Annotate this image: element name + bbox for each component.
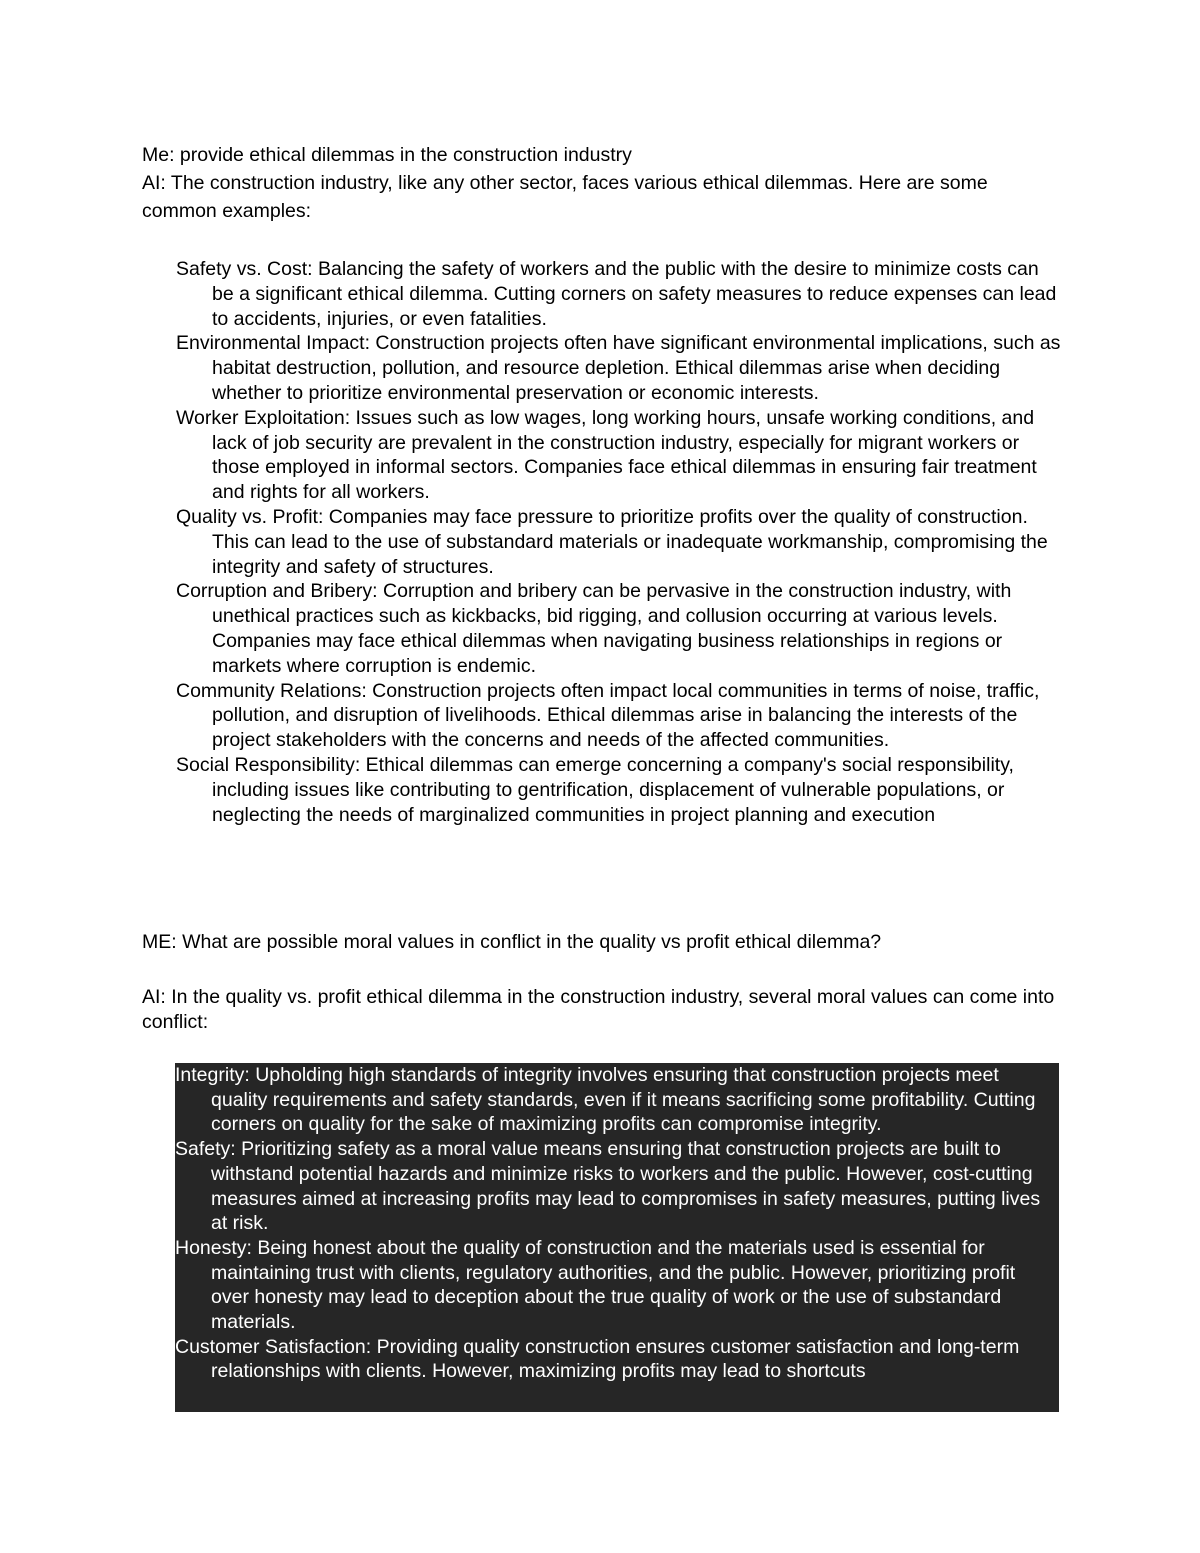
list-item: Customer Satisfaction: Providing quality construction ensures customer satisfaction and long-term relationships with clients. However, maximizing profits may lead to shortcuts — [175, 1335, 1020, 1383]
list-item: Social Responsibility: Ethical dilemmas can emerge concerning a company's social responsibility, including issues like contributing to gentrification, displacement of vulnerable populations, or neglecting the needs of marginalized communities in project planning and execution — [176, 753, 1014, 826]
list-item: Honesty: Being honest about the quality of construction and the materials used is essential for maintaining trust with clients, regulatory authorities, and the public. However, prioritizing profit over honesty may lead to deception about the true quality of work or the use of substandard materials. — [175, 1236, 1016, 1334]
list-item: Quality vs. Profit: Companies may face pressure to prioritize profits over the quality of construction. This can lead to the use of substandard materials or inadequate workmanship, compromising the integrity and safety of structures. — [176, 505, 1048, 578]
list-item: Safety: Prioritizing safety as a moral value means ensuring that construction projects are built to withstand potential hazards and minimize risks to workers and the public. However, cost-cutting measures aimed at increasing profits may lead to compromises in safety measures, putting lives at risk. — [175, 1138, 1041, 1235]
moral-values-list — [175, 1063, 1059, 1384]
list-item: Worker Exploitation: Issues such as low wages, long working hours, unsafe working conditions, and lack of job security are prevalent in the construction industry, especially for migrant workers or those employed in informal sectors. Companies face ethical dilemmas in ensuring fair treatment and rights for all workers. — [176, 406, 1037, 504]
highlighted-moral-values-block — [175, 1063, 1059, 1412]
ai-response-1-intro: AI: The construction industry, like any other sector, faces various ethical dilemmas. Here are some common examples: — [142, 172, 988, 222]
list-item: Environmental Impact: Construction projects often have significant environmental implications, such as habitat destruction, pollution, and resource depletion. Ethical dilemmas arise when deciding whether to prioritize environmental preservation or economic interests. — [176, 332, 1061, 404]
ai-response-2-intro: AI: In the quality vs. profit ethical dilemma in the construction industry, several moral values can come into conflict: — [142, 986, 1055, 1033]
user-prompt-1: Me: provide ethical dilemmas in the construction industry — [142, 144, 632, 166]
list-item: Safety vs. Cost: Balancing the safety of workers and the public with the desire to minimize costs can be a significant ethical dilemma. Cutting corners on safety measures to reduce expenses can lead to accidents, injuries, or even fatalities. — [176, 258, 1057, 330]
list-item: Integrity: Upholding high standards of integrity involves ensuring that construction projects meet quality requirements and safety standards, even if it means sacrificing some profitability. Cutting corners on quality for the sake of maximizing profits can compromise integrity. — [175, 1064, 1036, 1136]
user-prompt-2: ME: What are possible moral values in conflict in the quality vs profit ethical dilemma? — [142, 931, 882, 953]
list-item: Corruption and Bribery: Corruption and bribery can be pervasive in the construction industry, with unethical practices such as kickbacks, bid rigging, and collusion occurring at various levels. Companies may face ethical dilemmas when navigating business relationships in regions or markets where corruption is endemic. — [176, 580, 1012, 677]
ethical-dilemmas-list — [176, 257, 1064, 827]
list-item: Community Relations: Construction projects often impact local communities in terms of noise, traffic, pollution, and disruption of livelihoods. Ethical dilemmas arise in balancing the interests of the project stakeholders with the concerns and needs of the affected communities. — [176, 679, 1040, 752]
